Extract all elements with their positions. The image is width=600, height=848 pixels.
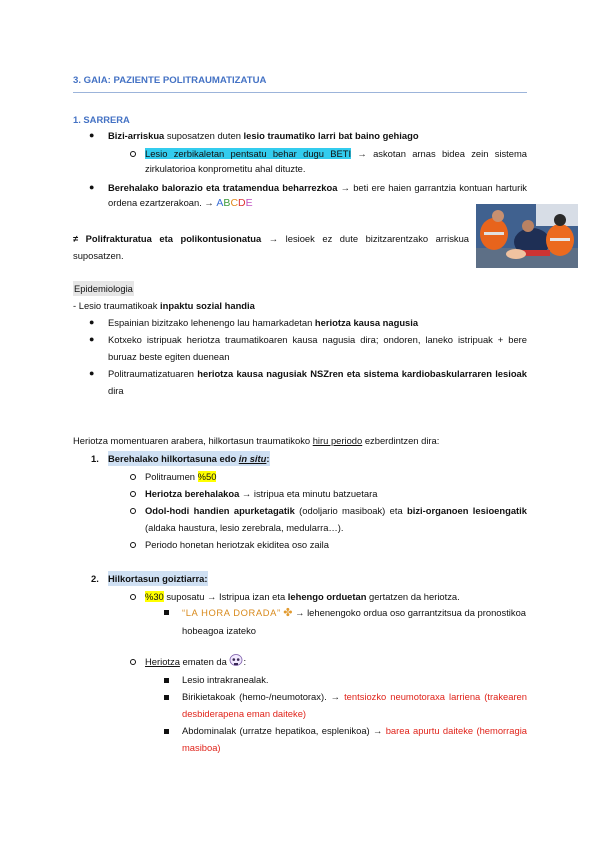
period-1-item-3: Odol-hodi handien apurketagatik (odoljario masiboak) eta bizi-organoen lesioengatik (aldaka haustura, lesio zerebrala, medularra…). <box>145 505 527 533</box>
period-1-item-1: Politraumen %50 <box>145 471 217 482</box>
abcde-colored: ABCDE <box>216 197 253 209</box>
bullet-square <box>164 610 169 615</box>
sarrera-bullet-2: Berehalako balorazio eta tratamendua beharrezkoa → beti ere haien garrantzia kontuan harturik ordena ezartzerakoan. → ABCDE <box>108 182 527 209</box>
cause-item-3: Abdominalak (urratze hepatikoa, esplenikoa) → barea apurtu daiteke (hemorragia masiboa) <box>182 725 527 753</box>
period-1-title: Berehalako hilkortasuna edo in situ: <box>108 453 270 464</box>
page-title: 3. GAIA: PAZIENTE POLITRAUMATIZATUA <box>73 75 267 86</box>
period-1-number: 1. <box>91 453 99 464</box>
polifrakturatua-note: ≠ Polifrakturatua eta polikontusionatua → lesioek ez dute bizitzarentzako arriskua suposatzen. <box>73 233 469 261</box>
period-2-number: 2. <box>91 573 99 584</box>
emergency-responders-photo <box>476 204 578 268</box>
photo-illustration <box>476 204 578 268</box>
bullet-square <box>164 695 169 700</box>
epidemiologia-intro: - Lesio traumatikoak inpaktu sozial handia <box>73 300 255 311</box>
golden-hour-note: “LA HORA DORADA” ✤ → lehenengoko ordua oso garrantzitsua da pronostikoa hobeagoa izateko <box>182 607 527 636</box>
bullet-circle <box>130 474 136 480</box>
bullet-dot: ● <box>89 130 95 140</box>
epidemiologia-item-2: Kotxeko istripuak heriotza traumatikoaren kausa nagusia dira; ondoren, laneko istripuak + bere buruaz beste egiten duenean <box>108 334 527 362</box>
cause-item-2: Birikietakoak (hemo-/neumotorax). → tentsiozko neumotoraxa larriena (trakearen desbiderapena eman daiteke) <box>182 691 527 719</box>
clover-icon: ✤ <box>283 607 293 619</box>
cause-item-1: Lesio intrakranealak. <box>182 674 269 685</box>
section-heading-epidemiologia: Epidemiologia <box>74 283 133 294</box>
periods-intro: Heriotza momentuaren arabera, hilkortasun traumatikoko hiru periodo ezberdintzen dira: <box>73 435 440 446</box>
sarrera-bullet-1: Bizi-arriskua suposatzen duten lesio traumatiko larri bat baino gehiago <box>108 130 419 141</box>
period-2-title: Hilkortasun goiztiarra: <box>108 573 208 584</box>
bullet-circle <box>130 491 136 497</box>
period-2-item-1: %30 suposatu → Istripua izan eta lehengo orduetan gertatzen da heriotza. <box>145 591 460 602</box>
epidemiologia-item-3: Politraumatizatuaren heriotza kausa nagusiak NSZren eta sistema kardiobaskularraren lesioak dira <box>108 368 527 396</box>
period-1-item-4: Periodo honetan heriotzak ekiditea oso zaila <box>145 539 329 550</box>
bullet-circle <box>130 151 136 157</box>
section-heading-sarrera: 1. SARRERA <box>73 114 130 125</box>
bullet-circle <box>130 659 136 665</box>
bullet-dot: ● <box>89 368 95 378</box>
bullet-dot: ● <box>89 182 95 192</box>
bullet-square <box>164 678 169 683</box>
bullet-circle <box>130 594 136 600</box>
period-1-item-2: Heriotza berehalakoa → istripua eta minutu batzuetara <box>145 488 378 499</box>
bullet-dot: ● <box>89 334 95 344</box>
bullet-square <box>164 729 169 734</box>
epidemiologia-item-1: Espainian bizitzako lehenengo lau hamarkadetan heriotza kausa nagusia <box>108 317 419 328</box>
sarrera-subbullet-1: Lesio zerbikaletan pentsatu behar dugu BETI → askotan arnas bidea zein sistema zirkulatorioa konprometitu ahal dituzte. <box>145 148 528 174</box>
title-rule <box>73 92 527 93</box>
bullet-circle <box>130 508 136 514</box>
skull-icon <box>229 654 243 667</box>
heriotza-line: Heriotza ematen da : <box>145 656 247 667</box>
bullet-circle <box>130 542 136 548</box>
bullet-dot: ● <box>89 317 95 327</box>
